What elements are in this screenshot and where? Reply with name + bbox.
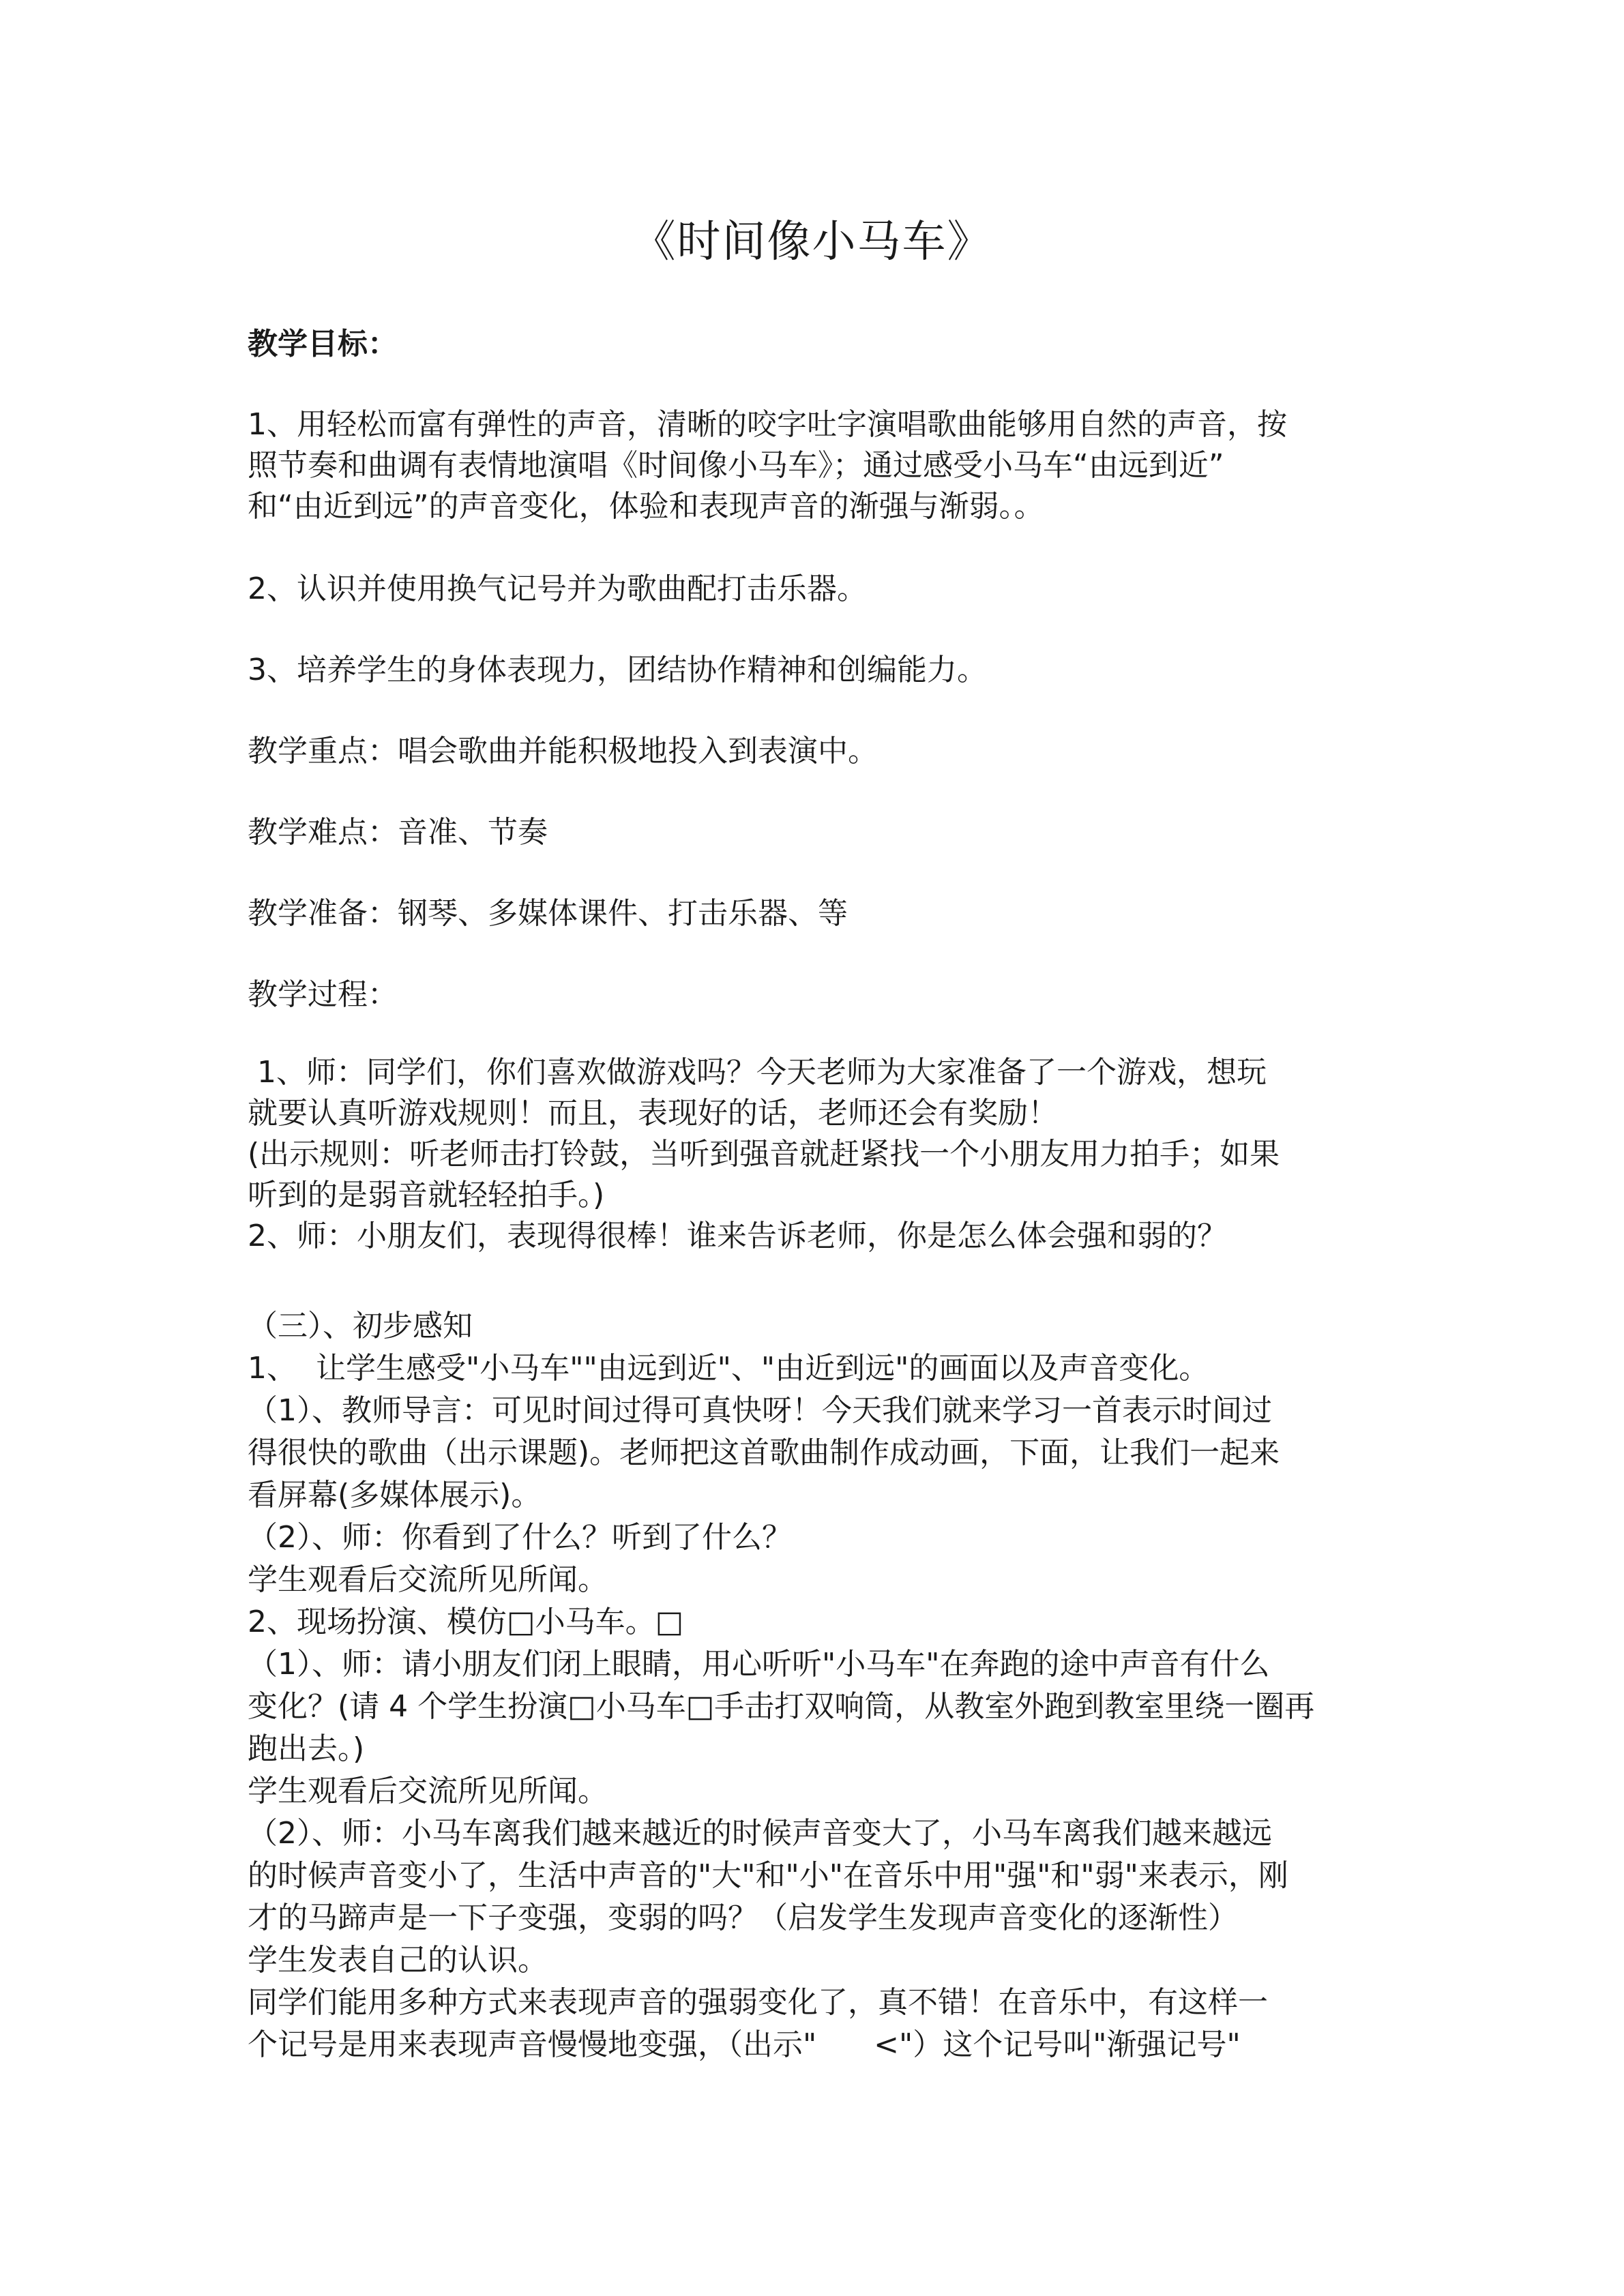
page-title: 《时间像小马车》 [632, 217, 992, 267]
goal-1-line: 和“由近到远”的声音变化，体验和表现声音的渐强与渐弱。。 [248, 489, 1044, 524]
process-heading: 教学过程： [248, 977, 398, 1012]
process-line: 才的马蹄声是一下子变强，变弱的吗？（启发学生发现声音变化的逐渐性） [248, 1900, 1238, 1935]
process-line: （2）、师：小马车离我们越来越近的时候声音变大了，小马车离我们越来越远 [248, 1816, 1272, 1851]
process-line: 学生观看后交流所见所闻。 [248, 1562, 608, 1597]
key-point: 教学重点：唱会歌曲并能积极地投入到表演中。 [248, 734, 878, 769]
process-line: （2）、师：你看到了什么？听到了什么？ [248, 1520, 792, 1555]
goal-3: 3、培养学生的身体表现力，团结协作精神和创编能力。 [248, 653, 987, 687]
goals-heading: 教学目标： [248, 327, 398, 361]
section-heading: （三）、初步感知 [248, 1309, 473, 1343]
process-line: （1）、师：请小朋友们闭上眼睛，用心听听"小马车"在奔跑的途中声音有什么 [248, 1647, 1270, 1682]
process-line: 1、 让学生感受"小马车""由远到近"、"由近到远"的画面以及声音变化。 [248, 1351, 1209, 1386]
process-line: 2、师：小朋友们，表现得很棒！谁来告诉老师，你是怎么体会强和弱的？ [248, 1219, 1227, 1253]
process-line: 跑出去。) [248, 1731, 365, 1766]
process-line: 的时候声音变小了，生活中声音的"大"和"小"在音乐中用"强"和"弱"来表示，刚 [248, 1858, 1288, 1893]
process-line: 变化？(请 4 个学生扮演□小马车□手击打双响筒，从教室外跑到教室里绕一圈再 [248, 1689, 1315, 1724]
process-line: 2、现场扮演、模仿□小马车。□ [248, 1605, 684, 1639]
process-line: 就要认真听游戏规则！而且，表现好的话，老师还会有奖励！ [248, 1096, 1058, 1131]
process-line: 学生发表自己的认识。 [248, 1943, 548, 1978]
difficulty: 教学难点：音准、节奏 [248, 815, 548, 850]
preparation: 教学准备：钢琴、多媒体课件、打击乐器、等 [248, 896, 848, 931]
process-line: 同学们能用多种方式来表现声音的强弱变化了，真不错！在音乐中，有这样一 [248, 1985, 1268, 2020]
process-line: 学生观看后交流所见所闻。 [248, 1774, 608, 1808]
process-line: （1）、教师导言：可见时间过得可真快呀！今天我们就来学习一首表示时间过 [248, 1393, 1272, 1428]
process-line: 得很快的歌曲（出示课题)。老师把这首歌曲制作成动画，下面，让我们一起来 [248, 1435, 1280, 1470]
process-line: 听到的是弱音就轻轻拍手。) [248, 1178, 605, 1212]
process-line: 看屏幕(多媒体展示)。 [248, 1478, 542, 1512]
goal-2: 2、认识并使用换气记号并为歌曲配打击乐器。 [248, 571, 867, 606]
process-line: 1、师：同学们，你们喜欢做游戏吗？今天老师为大家准备了一个游戏，想玩 [248, 1055, 1267, 1090]
process-line: (出示规则：听老师击打铃鼓，当听到强音就赶紧找一个小朋友用力拍手；如果 [248, 1137, 1280, 1172]
goal-1-line: 照节奏和曲调有表情地演唱《时间像小马车》；通过感受小马车“由远到近” [248, 448, 1224, 483]
goal-1-line: 1、用轻松而富有弹性的声音，清晰的咬字吐字演唱歌曲能够用自然的声音，按 [248, 407, 1287, 442]
process-line: 个记号是用来表现声音慢慢地变强，（出示" <"）这个记号叫"渐强记号" [248, 2027, 1241, 2062]
